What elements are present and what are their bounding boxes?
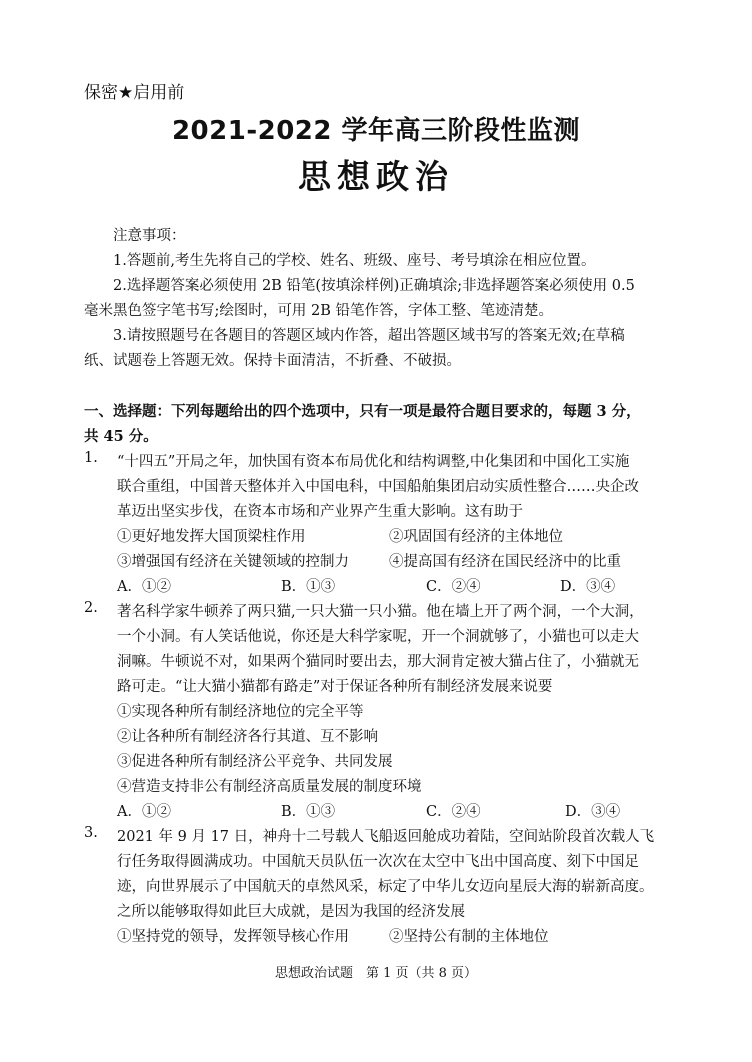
- question-text: 之所以能够取得如此巨大成就，是因为我国的经济发展: [117, 904, 465, 920]
- question-text: 迹，向世界展示了中国航天的卓然风采，标定了中华儿女迈向星辰大海的崭新高度。: [117, 879, 654, 895]
- choice-b: B．①③: [281, 579, 336, 595]
- statement-option: ①更好地发挥大国顶梁柱作用: [117, 529, 306, 545]
- statement-option: ④提高国有经济在国民经济中的比重: [389, 554, 621, 570]
- statement-option: ②坚持公有制的主体地位: [389, 929, 549, 945]
- statement-option: ①坚持党的领导，发挥领导核心作用: [117, 929, 349, 945]
- notice-line: 2.选择题答案必须使用 2B 铅笔(按填涂样例)正确填涂;非选择题答案必须使用 0.5: [113, 278, 635, 294]
- subject-title: 思想政治: [298, 157, 454, 196]
- notice-line: 纸、试题卷上答题无效。保持卡面清洁，不折叠、不破损。: [84, 353, 461, 369]
- choice-c: C．②④: [426, 579, 481, 595]
- statement-option: ③增强国有经济在关键领域的控制力: [117, 554, 349, 570]
- section-heading: 一、选择题：下列每题给出的四个选项中，只有一项是最符合题目要求的，每题 3 分，: [84, 403, 641, 420]
- notice-heading: 注意事项：: [113, 228, 186, 244]
- question-text: 路可走。“让大猫小猫都有路走”对于保证各种所有制经济发展来说要: [117, 679, 553, 695]
- question-number: 2.: [84, 600, 98, 616]
- question-text: 洞嘛。牛顿说不对，如果两个猫同时要出去，那大洞肯定被大猫占住了，小猫就无: [117, 654, 639, 670]
- page-footer: 思想政治试题 第 1 页（共 8 页）: [274, 966, 478, 981]
- question-text: 行任务取得圆满成功。中国航天员队伍一次次在太空中飞出中国高度、刻下中国足: [117, 854, 639, 870]
- exam-title: 2021-2022 学年高三阶段性监测: [171, 116, 581, 146]
- statement-option: ①实现各种所有制经济地位的完全平等: [117, 704, 364, 720]
- notice-line: 1.答题前,考生先将自己的学校、姓名、班级、座号、考号填涂在相应位置。: [113, 253, 596, 269]
- question-text: 联合重组，中国普天整体并入中国电科，中国船舶集团启动实质性整合……央企改: [117, 479, 639, 495]
- notice-line: 3.请按照题号在各题目的答题区域内作答，超出答题区域书写的答案无效;在草稿: [113, 328, 625, 344]
- statement-option: ④营造支持非公有制经济高质量发展的制度环境: [117, 779, 422, 795]
- choice-a: A．①②: [117, 579, 171, 595]
- statement-option: ②巩固国有经济的主体地位: [389, 529, 563, 545]
- question-text: 一个小洞。有人笑话他说，你还是大科学家呢，开一个洞就够了，小猫也可以走大: [117, 629, 639, 645]
- choice-a: A．①②: [117, 804, 171, 820]
- choice-b: B．①③: [281, 804, 336, 820]
- question-text: 著名科学家牛顿养了两只猫,一只大猫一只小猫。他在墙上开了两个洞，一个大洞，: [117, 604, 644, 620]
- choice-d: D．③④: [565, 804, 621, 820]
- question-number: 3.: [84, 825, 98, 841]
- notice-line: 毫米黑色签字笔书写;绘图时，可用 2B 铅笔作答，字体工整、笔迹清楚。: [84, 303, 553, 319]
- statement-option: ②让各种所有制经济各行其道、互不影响: [117, 729, 378, 745]
- choice-d: D．③④: [560, 579, 616, 595]
- question-number: 1.: [84, 450, 98, 466]
- question-text: “十四五”开局之年，加快国有资本布局优化和结构调整,中化集团和中国化工实施: [117, 454, 630, 470]
- question-text: 革迈出坚实步伐，在资本市场和产业界产生重大影响。这有助于: [117, 504, 523, 520]
- section-heading-cont: 共 45 分。: [84, 428, 158, 445]
- confidential-mark: 保密★启用前: [84, 83, 185, 103]
- statement-option: ③促进各种所有制经济公平竞争、共同发展: [117, 754, 393, 770]
- question-text: 2021 年 9 月 17 日，神舟十二号载人飞船返回舱成功着陆，空间站阶段首次载人飞: [117, 829, 655, 845]
- choice-c: C．②④: [426, 804, 481, 820]
